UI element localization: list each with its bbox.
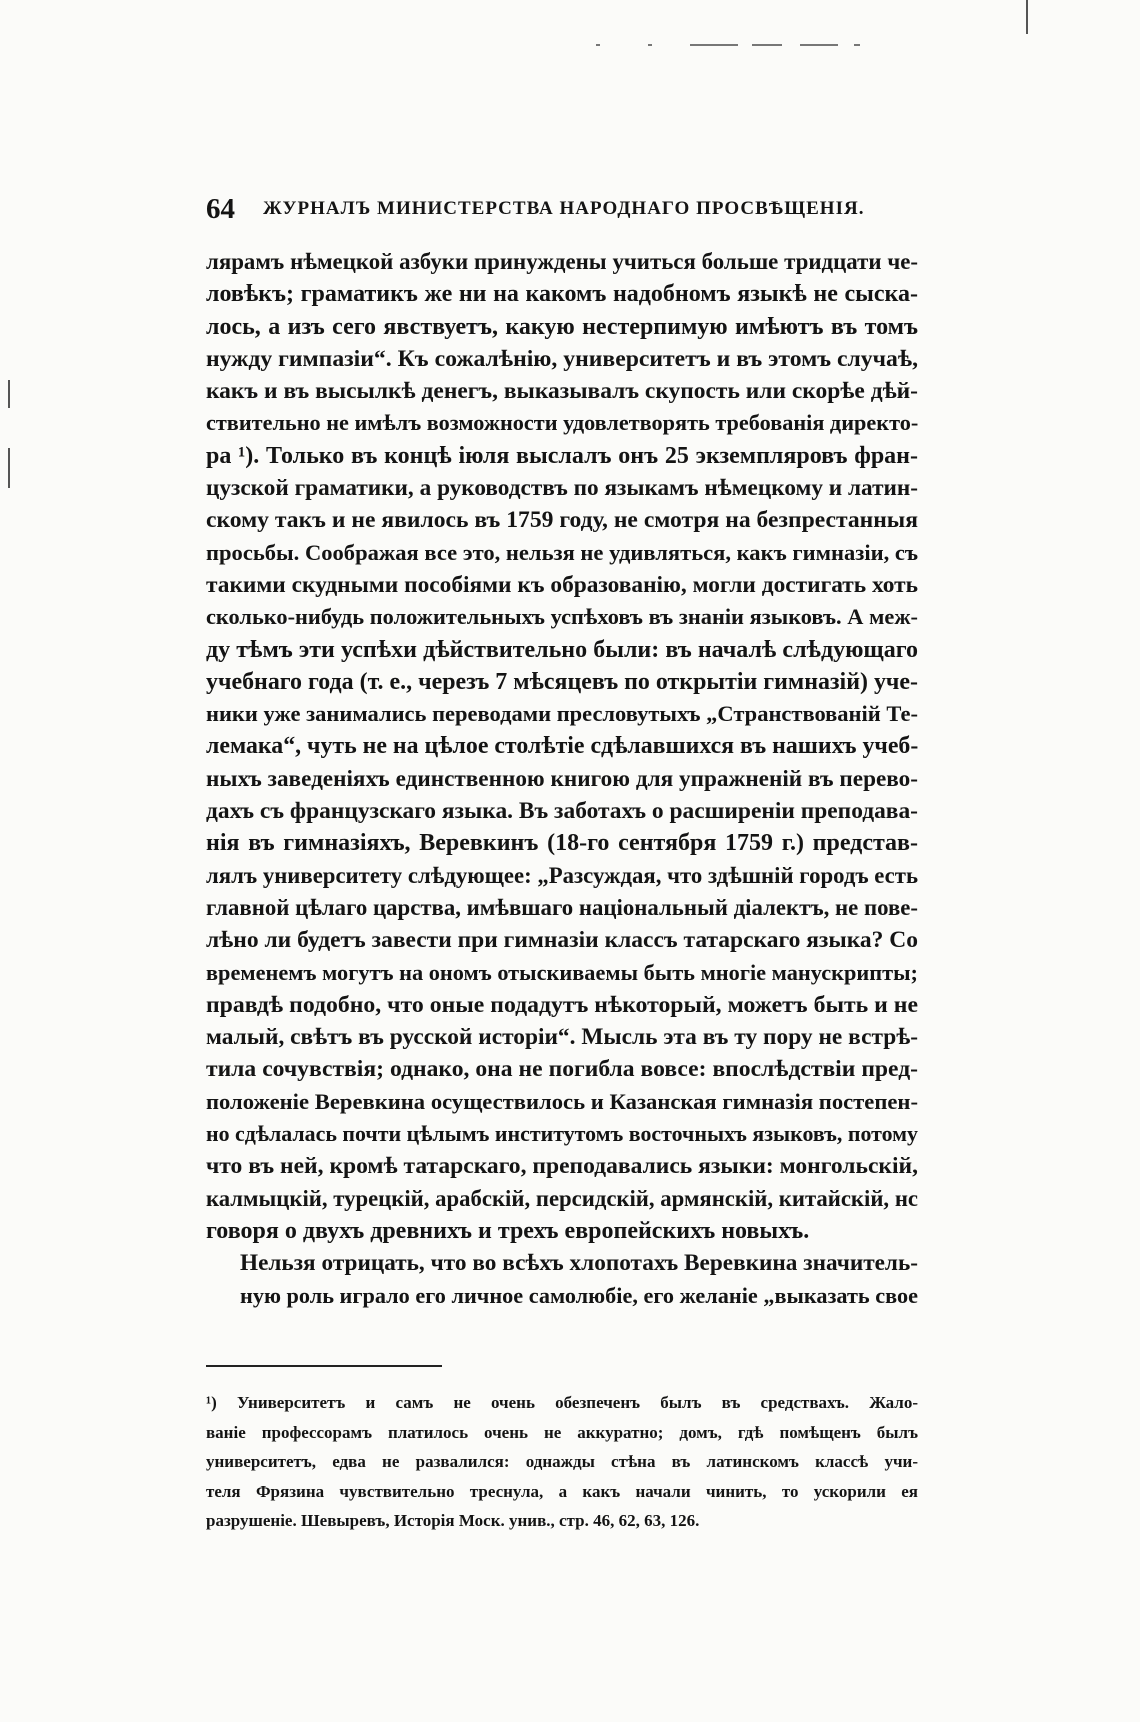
scan-mark [800,44,838,46]
text-line: но сдѣлалась почти цѣлымъ институтомъ восточныхъ языковъ, потому [206,1121,918,1147]
text-line: тила сочувствія; однако, она не погибла вовсе: впослѣдствіи пред- [206,1056,918,1083]
text-line: какъ и въ высылкѣ денегъ, выказывалъ скупость или скорѣе дѣй- [206,378,918,405]
text-line: такими скудными пособіями къ образованію, могли достигать хоть [206,571,918,598]
text-line: ра ¹). Только въ концѣ іюля выслалъ онъ 25 экземпляровъ фран- [206,442,918,469]
footnote [206,1388,918,1536]
running-header [206,193,914,229]
scan-mark [854,44,860,46]
text-line: цузской граматики, а руководствъ по языкамъ нѣмецкому и латин- [206,475,918,502]
paragraph-2 [206,1247,918,1312]
text-line: лось, а изъ сего явствуетъ, какую нестерпимую имѣютъ въ томъ [206,313,918,340]
text-line: теля Фрязина чувствительно треснула, а какъ начали чинить, то ускорили ея [206,1481,918,1501]
text-line: дахъ съ французскаго языка. Въ заботахъ о расширеніи преподава- [206,798,918,825]
text-line: университетъ, едва не развалился: однажды стѣна въ латинскомъ классѣ учи- [206,1452,918,1471]
text-line: ¹) Университетъ и самъ не очень обезпеченъ былъ въ средствахъ. Жало- [206,1393,918,1412]
text-line: просьбы. Соображая все это, нельзя не удивляться, какъ гимназіи, съ [206,539,919,565]
text-line: нужду гимпазіи“. Къ сожалѣнію, университетъ и въ этомъ случаѣ, [206,345,918,372]
text-line: правдѣ подобно, что оные подадутъ нѣкоторый, можетъ быть и не [206,991,918,1018]
body-text [206,246,918,1312]
text-line: ники уже занимались переводами пресловутыхъ „Странствованій Те- [206,701,918,727]
text-line: ваніе профессорамъ платилось очень не аккуратно; домъ, гдѣ помѣщенъ былъ [206,1422,918,1442]
page-number: 64 [206,193,235,225]
text-line: главной цѣлаго царства, имѣвшаго національный діалектъ, не повe- [206,894,918,920]
text-line: скому такъ и не явилось въ 1759 году, не смотря на безпрестанныя [206,507,918,534]
text-line: Нельзя отрицать, что во всѣхъ хлопотахъ Веревкина значитель- [240,1250,918,1277]
scan-mark [8,380,10,408]
text-line: сколько-нибудь положительныхъ успѣховъ въ знаніи языковъ. А меж- [206,604,918,630]
text-line: что въ ней, кромѣ татарскаго, преподавались языки: монгольскій, [206,1153,918,1180]
text-line: учебнаго года (т. е., черезъ 7 мѣсяцевъ по открытіи гимназій) уче- [206,668,918,695]
journal-title: ЖУРНАЛЪ МИНИСТЕРСТВА НАРОДНАГО ПРОСВѢЩЕНІЯ. [263,198,865,219]
text-line: ловѣкъ; граматикъ же ни на какомъ надобномъ языкѣ не сыска- [206,281,918,308]
text-line: ную роль играло его личное самолюбіе, его желаніе „выказать свое [240,1282,918,1308]
text-line: временемъ могутъ на ономъ отыскиваемы быть многіе манускрипты; [206,959,918,985]
text-line: ствительно не имѣлъ возможности удовлетворять требованія директо- [206,410,919,436]
scan-mark [690,44,738,46]
text-line: лялъ университету слѣдующее: „Разсуждая, что здѣшній городъ есть [206,862,918,888]
text-line: лярамъ нѣмецкой азбуки принуждены учиться больше тридцати че- [206,249,918,274]
paragraph-1 [206,246,918,1247]
text-line: малый, свѣтъ въ русской исторіи“. Мысль эта въ ту пору не встрѣ- [206,1024,918,1051]
scan-mark [596,44,600,46]
scan-mark [8,448,10,488]
text-line: калмыцкій, турецкій, арабскій, персидскій, армянскій, китайскій, нс [206,1185,918,1211]
text-line: лѣно ли будетъ завести при гимназіи классъ татарскаго языка? Со [206,927,918,954]
scan-mark [1026,0,1028,34]
text-line: ныхъ заведеніяхъ единственною книгою для упражненій въ перево- [206,765,918,792]
text-line: нія въ гимназіяхъ, Веревкинъ (18-го сентября 1759 г.) представ- [206,830,918,857]
footnote-rule [206,1365,442,1367]
text-line: говоря о двухъ древнихъ и трехъ европейскихъ новыхъ. [206,1217,810,1244]
text-line: лемака“, чуть не на цѣлое столѣтіе сдѣлавшихся въ нашихъ учеб- [206,733,919,760]
scan-mark [648,44,652,46]
text-line: ду тѣмъ эти успѣхи дѣйствительно были: въ началѣ слѣдующаго [206,636,918,663]
scan-mark [752,44,782,46]
text-line: разрушеніе. Шевыревъ, Исторія Моск. унив., стр. 46, 62, 63, 126. [206,1511,700,1530]
text-line: положеніе Веревкина осуществилось и Казанская гимназія постепен- [206,1088,918,1114]
